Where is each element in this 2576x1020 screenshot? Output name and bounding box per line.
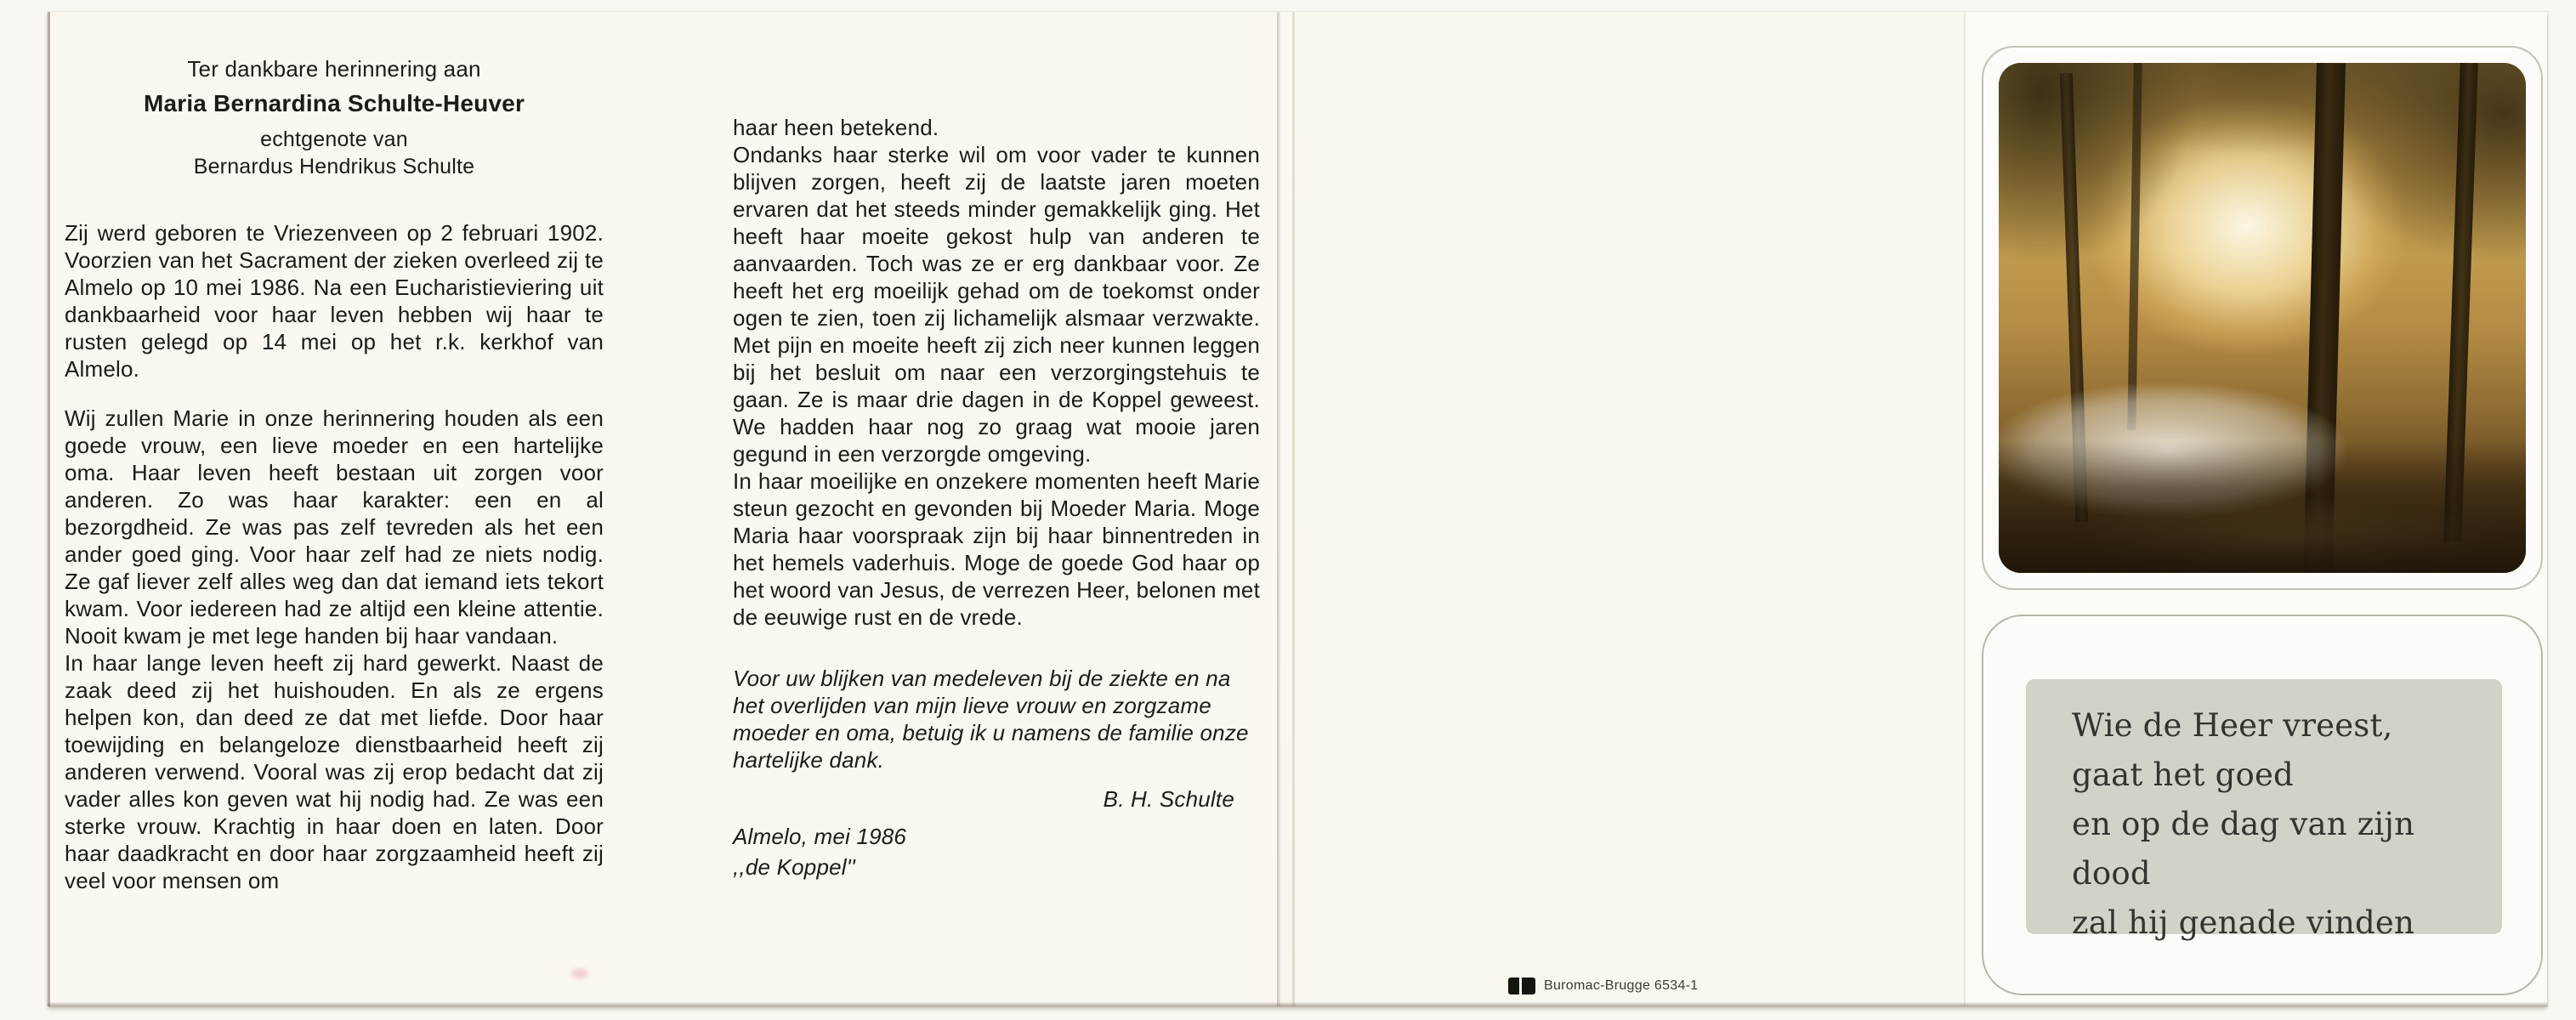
paragraph-continuation: haar heen betekend. — [733, 115, 939, 140]
text-panel — [48, 12, 1277, 1006]
quote-line: zal hij genade vinden — [2072, 904, 2415, 941]
fold-line — [1964, 12, 1966, 1006]
cover-panel — [1964, 12, 2547, 1006]
paragraph-final-years: Ondanks haar sterke wil om voor vader te kunnen blijven zorgen, heeft zij de laatste jaren moeten ervaren dat het steeds minder gemakkelijk ging. Het heeft haar moeite gekost hulp van anderen te aanvaarden. Toch was ze er erg dankbaar voor. Ze heeft het erg moeilijk gehad om de toekomst onder ogen te zien, toen zij lichamelijk alsmaar verzwakte. Met pijn en moeite heeft zij zich neer kunnen leggen bij het besluit om naar een verzorgingstehuis te gaan. Ze is maar drie dagen in de Koppel geweest. We hadden haar nog zo graag wat mooie jaren gegund in een verzorgde omgeving. — [733, 142, 1260, 467]
text-column-1 — [65, 54, 604, 894]
photo-frame — [1982, 46, 2543, 590]
quote-line: Wie de Heer vreest, — [2072, 707, 2393, 744]
fold-line — [1292, 12, 1295, 1006]
printer-mark-text: Buromac-Brugge 6534-1 — [1544, 978, 1699, 993]
paragraph-faith: In haar moeilijke en onzekere momenten heeft Marie steun gezocht en gevonden bij Moeder Maria. Moge Maria haar voorspraak zijn bij haar binnentreden in het hemels vaderhuis. Moge de goede God haar op het woord van Jesus, de verrezen Heer, belonen met de eeuwige rust en de vrede. — [733, 468, 1260, 630]
place-name: ,,de Koppel'' — [733, 854, 856, 880]
card-header — [65, 54, 604, 180]
quote-line: en op de dag van zijn dood — [2072, 806, 2415, 892]
deceased-name: Maria Bernardina Schulte-Heuver — [143, 90, 525, 116]
fold-line — [1277, 12, 1280, 1006]
buromac-logo-icon — [1508, 978, 1535, 994]
paragraph-remembrance: Wij zullen Marie in onze herinnering houden als een goede vrouw, een lieve moeder en een hartelijke oma. Haar leven heeft bestaan uit zorgen voor anderen. Zo was haar karakter: een en al bezorgdheid. Ze was pas zelf tevreden als het een ander goed ging. Voor haar zelf had ze niets nodig. Ze gaf liever zelf alles weg dan dat iemand iets tekort kwam. Voor iedereen had ze altijd een kleine attentie. Nooit kwam je met lege handen bij haar vandaan. — [65, 405, 604, 649]
paragraph-work-life: In haar lange leven heeft zij hard gewerkt. Naast de zaak deed zij het huishouden. En als ze ergens helpen kon, dan deed ze dat met liefde. Door haar toewijding en belangeloze dienstbaarheid heeft zij anderen verwend. Vooral was zij erop bedacht dat zij vader alles kon geven wat hij nodig had. Ze was een sterke vrouw. Krachtig in haar doen en laten. Door haar daadkracht en door haar zorgzaamheid heeft zij veel voor mensen om — [65, 650, 604, 893]
quote-box — [2026, 679, 2502, 941]
autumn-forest-photo — [1999, 63, 2526, 573]
header-relation: echtgenote van — [260, 128, 408, 151]
printer-mark — [1508, 978, 1699, 994]
quote-line: gaat het goed — [2072, 756, 2294, 793]
spouse-name: Bernardus Hendrikus Schulte — [193, 155, 475, 178]
scan-smudge — [571, 969, 588, 978]
quote-frame — [1982, 615, 2543, 995]
place-and-date: Almelo, mei 1986 — [733, 824, 907, 849]
blank-panel — [1296, 12, 1964, 1006]
acknowledgement-text: Voor uw blijken van medeleven bij de ziekte en na het overlijden van mijn lieve vrouw en zorgzame moeder en oma, betuig ik u namens de familie onze hartelijke dank. — [733, 666, 1249, 773]
text-column-2 — [733, 114, 1260, 882]
paragraph-birth-death: Zij werd geboren te Vriezenveen op 2 februari 1902. Voorzien van het Sacrament der zieken overleed zij te Almelo op 10 mei 1986. Na een Eucharistieviering uit dankbaarheid voor haar leven hebben wij haar te rusten gelegd op 14 mei op het r.k. kerkhof van Almelo. — [65, 220, 604, 382]
signature: B. H. Schulte — [1103, 786, 1234, 812]
header-intro: Ter dankbare herinnering aan — [187, 56, 481, 82]
forest-ground — [1999, 440, 2526, 573]
scanned-memorial-card — [48, 12, 2547, 1006]
